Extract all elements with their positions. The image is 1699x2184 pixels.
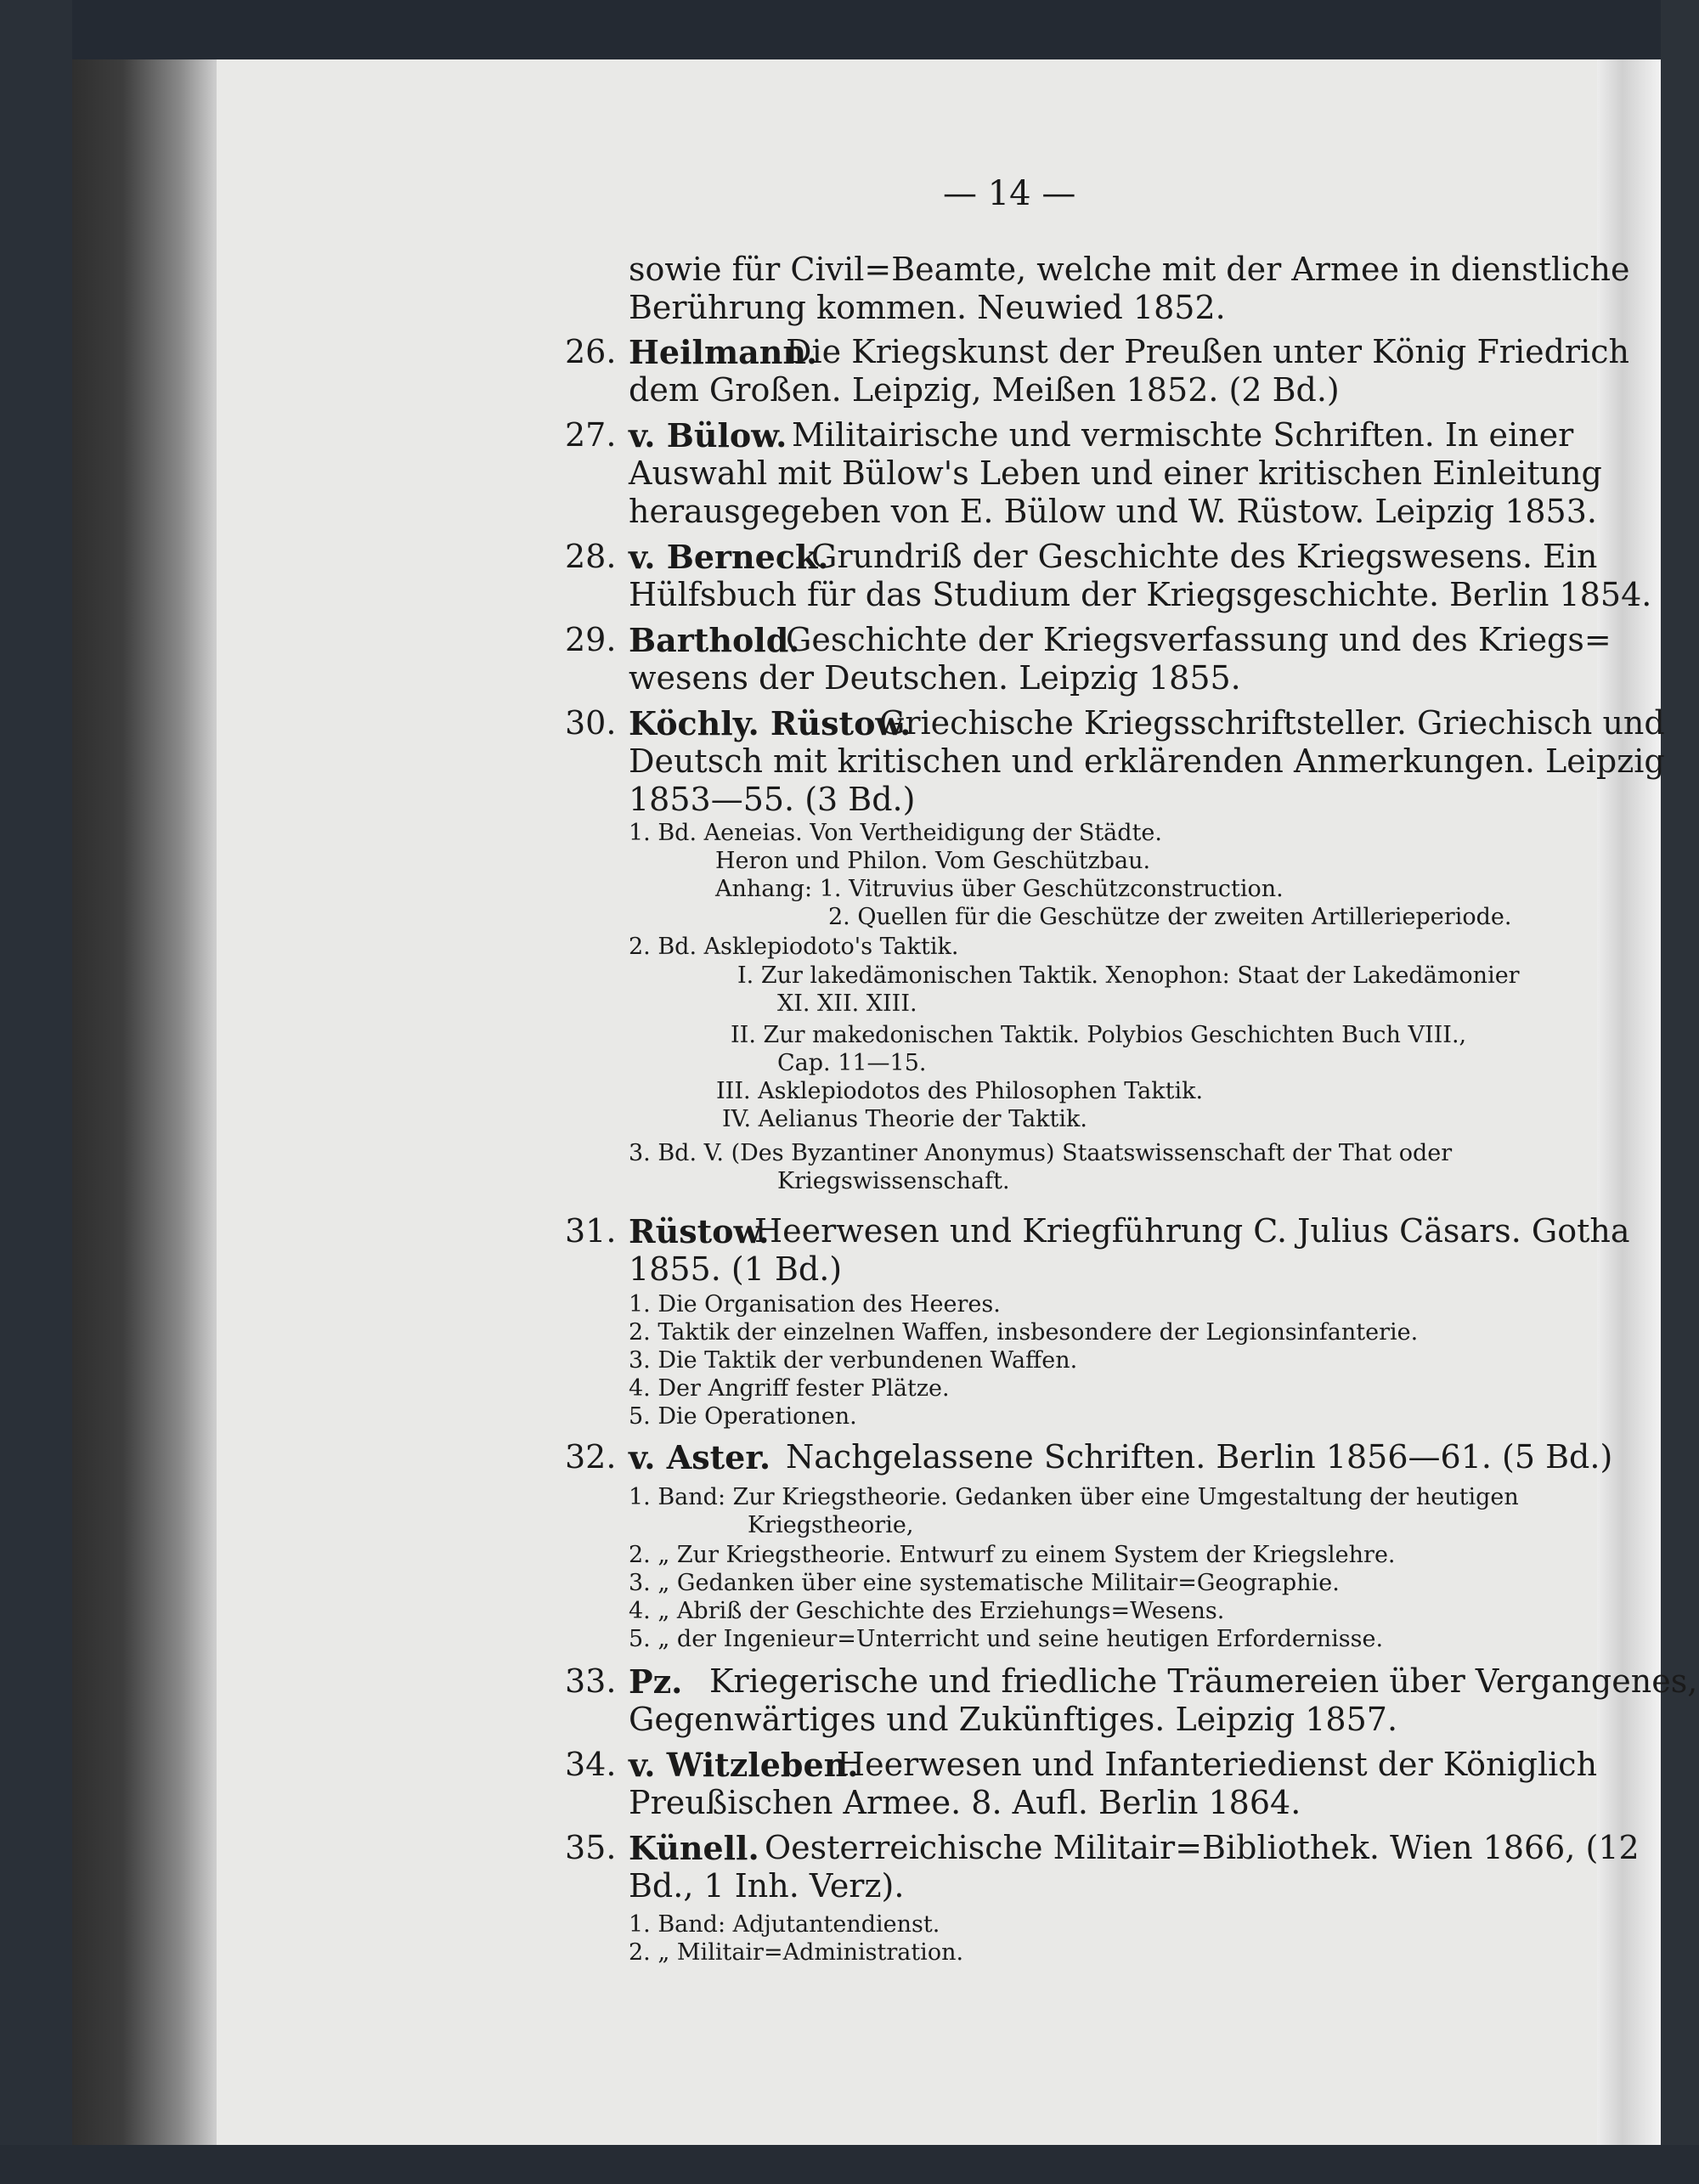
sub-line: III. Asklepiodotos des Philosophen Taktik. <box>716 1078 1204 1104</box>
entry-line: Berührung kommen. Neuwied 1852. <box>629 289 1226 326</box>
book-cover-right <box>1661 0 1699 2184</box>
entry-line: dem Großen. Leipzig, Meißen 1852. (2 Bd.) <box>629 371 1340 409</box>
sub-line: Anhang: 1. Vitruvius über Geschützconstruction. <box>715 876 1284 902</box>
sub-line: 3. Bd. V. (Des Byzantiner Anonymus) Staatswissenschaft der That oder <box>629 1140 1453 1166</box>
sub-line: 3. „ Gedanken über eine systematische Militair=Geographie. <box>629 1570 1340 1596</box>
entry-line: sowie für Civil=Beamte, welche mit der Armee in dienstliche <box>629 251 1630 288</box>
book-cover-top <box>0 0 1699 59</box>
entry-line: Nachgelassene Schriften. Berlin 1856—61. (5 Bd.) <box>786 1438 1613 1476</box>
entry-line: Militairische und vermischte Schriften. In einer <box>792 416 1574 454</box>
entry-author: Köchly. Rüstow. <box>629 704 912 742</box>
entry-author: v. Bülow. <box>629 416 787 454</box>
entry-author: Pz. <box>629 1662 683 1701</box>
entry-line: wesens der Deutschen. Leipzig 1855. <box>629 659 1241 697</box>
entry-line: Oesterreichische Militair=Bibliothek. Wien 1866, (12 <box>765 1829 1640 1866</box>
entry-author: v. Witzleben. <box>629 1746 859 1784</box>
entry-number: 32. <box>565 1438 617 1476</box>
entry-number: 26. <box>565 333 617 370</box>
entry-line: Preußischen Armee. 8. Aufl. Berlin 1864. <box>629 1784 1301 1821</box>
entry-author: v. Aster. <box>629 1438 771 1476</box>
sub-line: 5. Die Operationen. <box>629 1403 857 1430</box>
entry-number: 31. <box>565 1212 617 1250</box>
sub-line: II. Zur makedonischen Taktik. Polybios Geschichten Buch VIII., <box>731 1022 1467 1048</box>
sub-line: Kriegswissenschaft. <box>777 1168 1010 1194</box>
entry-line: Gegenwärtiges und Zukünftiges. Leipzig 1857. <box>629 1701 1398 1738</box>
book-cover-bottom <box>0 2145 1699 2184</box>
sub-line: 1. Die Organisation des Heeres. <box>629 1291 1001 1318</box>
entry-line: Auswahl mit Bülow's Leben und einer kritischen Einleitung <box>629 454 1602 492</box>
entry-line: Heerwesen und Infanteriedienst der Königlich <box>837 1746 1598 1783</box>
sub-line: XI. XII. XIII. <box>777 990 917 1017</box>
sub-line: Cap. 11—15. <box>777 1050 927 1076</box>
sub-line: 2. Quellen für die Geschütze der zweiten Artillerieperiode. <box>828 904 1512 930</box>
entry-line: Die Kriegskunst der Preußen unter König Friedrich <box>786 333 1630 370</box>
entry-line: Kriegerische und friedliche Träumereien über Vergangenes, <box>709 1662 1698 1700</box>
entry-author: Barthold. <box>629 621 800 659</box>
sub-line: 2. „ Zur Kriegstheorie. Entwurf zu einem System der Kriegslehre. <box>629 1542 1396 1568</box>
sub-line: 3. Die Taktik der verbundenen Waffen. <box>629 1347 1078 1374</box>
entry-author: Künell. <box>629 1829 759 1867</box>
sub-line: 5. „ der Ingenieur=Unterricht und seine heutigen Erfordernisse. <box>629 1626 1384 1652</box>
page-number: — 14 — <box>943 174 1076 213</box>
entry-number: 33. <box>565 1662 617 1700</box>
entry-line: 1855. (1 Bd.) <box>629 1250 843 1288</box>
sub-line: 1. Bd. Aeneias. Von Vertheidigung der Städte. <box>629 820 1162 846</box>
sub-line: 4. Der Angriff fester Plätze. <box>629 1375 950 1402</box>
sub-line: 1. Band: Zur Kriegstheorie. Gedanken über eine Umgestaltung der heutigen <box>629 1484 1519 1510</box>
entry-number: 34. <box>565 1746 617 1783</box>
sub-line: 2. „ Militair=Administration. <box>629 1939 964 1966</box>
entry-author: v. Berneck. <box>629 538 829 576</box>
sub-line: 2. Bd. Asklepiodoto's Taktik. <box>629 934 959 960</box>
binding-shadow <box>72 59 217 2145</box>
entry-number: 28. <box>565 538 617 575</box>
entry-author: Rüstow. <box>629 1212 770 1250</box>
entry-number: 35. <box>565 1829 617 1866</box>
entry-line: 1853—55. (3 Bd.) <box>629 781 916 818</box>
sub-line: 1. Band: Adjutantendienst. <box>629 1911 940 1938</box>
entry-line: herausgegeben von E. Bülow und W. Rüstow. Leipzig 1853. <box>629 493 1597 530</box>
entry-number: 29. <box>565 621 617 658</box>
entry-line: Hülfsbuch für das Studium der Kriegsgeschichte. Berlin 1854. <box>629 576 1652 613</box>
entry-line: Griechische Kriegsschriftsteller. Griechisch und <box>879 704 1665 742</box>
book-cover-left <box>0 0 72 2184</box>
sub-line: 4. „ Abriß der Geschichte des Erziehungs=Wesens. <box>629 1598 1225 1624</box>
sub-line: 2. Taktik der einzelnen Waffen, insbesondere der Legionsinfanterie. <box>629 1319 1419 1346</box>
entry-line: Grundriß der Geschichte des Kriegswesens. Ein <box>811 538 1598 575</box>
entry-line: Heerwesen und Kriegführung C. Julius Cäsars. Gotha <box>754 1212 1630 1250</box>
entry-number: 30. <box>565 704 617 742</box>
sub-line: Kriegstheorie, <box>748 1512 914 1538</box>
entry-line: Geschichte der Kriegsverfassung und des Kriegs= <box>786 621 1612 658</box>
entry-author: Heilmann. <box>629 333 818 371</box>
sub-line: IV. Aelianus Theorie der Taktik. <box>722 1106 1087 1132</box>
entry-line: Bd., 1 Inh. Verz). <box>629 1867 905 1905</box>
entry-number: 27. <box>565 416 617 454</box>
entry-line: Deutsch mit kritischen und erklärenden Anmerkungen. Leipzig <box>629 742 1665 780</box>
sub-line: Heron und Philon. Vom Geschützbau. <box>715 848 1151 874</box>
sub-line: I. Zur lakedämonischen Taktik. Xenophon: Staat der Lakedämonier <box>737 962 1520 989</box>
